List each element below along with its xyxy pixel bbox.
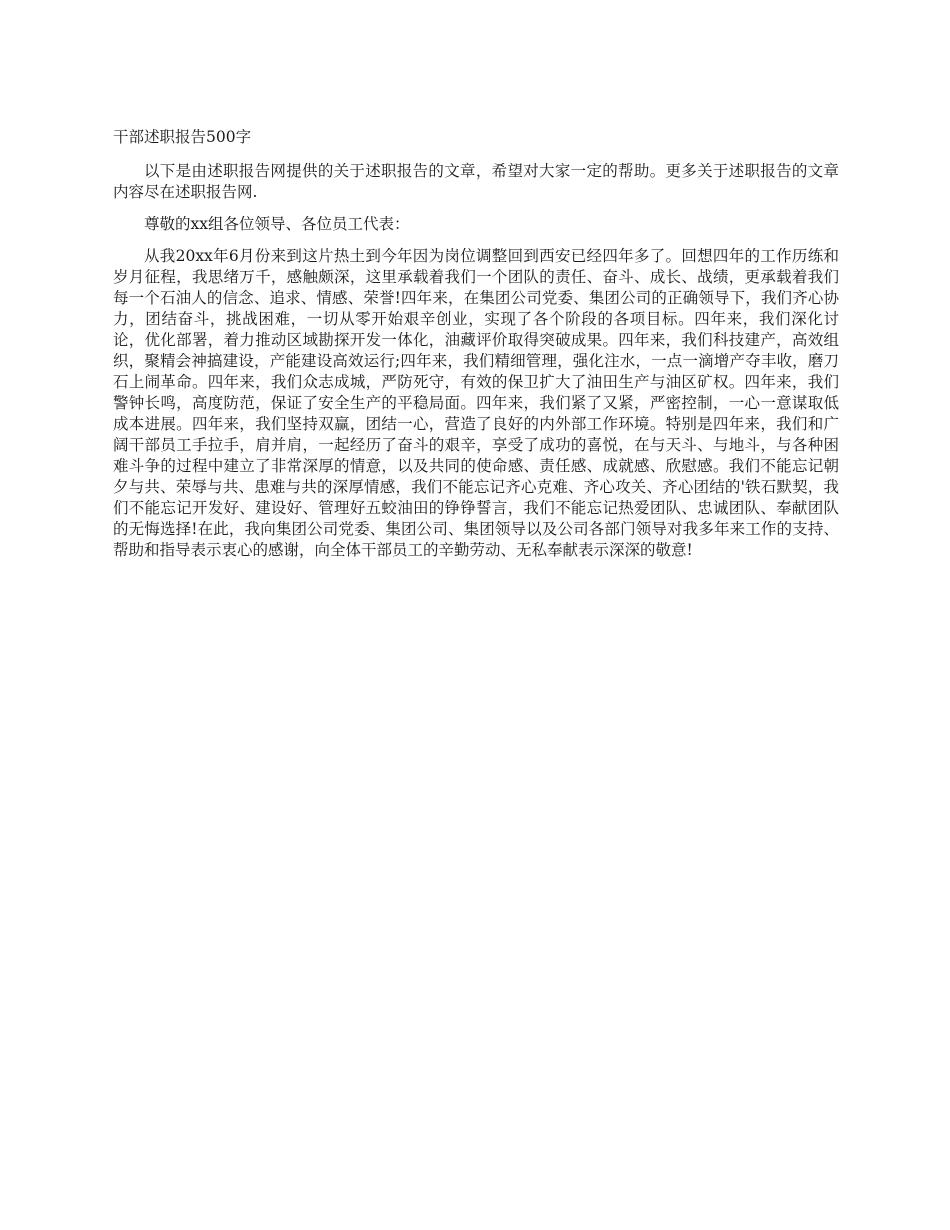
document-page bbox=[113, 127, 839, 572]
intro-paragraph: 以下是由述职报告网提供的关于述职报告的文章，希望对大家一定的帮助。更多关于述职报告的文章内容尽在述职报告网. bbox=[113, 162, 839, 201]
document-title: 干部述职报告500字 bbox=[113, 128, 252, 146]
body-paragraph: 从我20xx年6月份来到这片热土到今年因为岗位调整回到西安已经四年多了。回想四年的工作历练和岁月征程，我思绪万千，感触颇深，这里承载着我们一个团队的责任、奋斗、成长、战绩，更承载着我们每一个石油人的信念、追求、情感、荣誉!四年来，在集团公司党委、集团公司的正确领导下，我们齐心协力，团结奋斗，挑战困难，一切从零开始艰辛创业，实现了各个阶段的各项目标。四年来，我们深化讨论，优化部署，着力推动区域勘探开发一体化，油藏评价取得突破成果。四年来，我们科技建产，高效组织，聚精会神搞建设，产能建设高效运行;四年来，我们精细管理，强化注水，一点一滴增产夺丰收，磨刀石上闹革命。四年来，我们众志成城，严防死守，有效的保卫扩大了油田生产与油区矿权。四年来，我们警钟长鸣，高度防范，保证了安全生产的平稳局面。四年来，我们紧了又紧，严密控制，一心一意谋取低成本进展。四年来，我们坚持双赢，团结一心，营造了良好的内外部工作环境。特别是四年来，我们和广阔干部员工手拉手，肩并肩，一起经历了奋斗的艰辛，享受了成功的喜悦，在与天斗、与地斗，与各种困难斗争的过程中建立了非常深厚的情意，以及共同的使命感、责任感、成就感、欣慰感。我们不能忘记朝夕与共、荣辱与共、患难与共的深厚情感，我们不能忘记齐心克难、齐心攻关、齐心团结的'铁石默契，我们不能忘记开发好、建设好、管理好五蛟油田的铮铮誓言，我们不能忘记热爱团队、忠诚团队、奉献团队的无悔选择!在此，我向集团公司党委、集团公司、集团领导以及公司各部门领导对我多年来工作的支持、帮助和指导表示衷心的感谢，向全体干部员工的辛勤劳动、无私奉献表示深深的敬意! bbox=[113, 247, 839, 559]
salutation-paragraph: 尊敬的xx组各位领导、各位员工代表： bbox=[144, 215, 410, 233]
